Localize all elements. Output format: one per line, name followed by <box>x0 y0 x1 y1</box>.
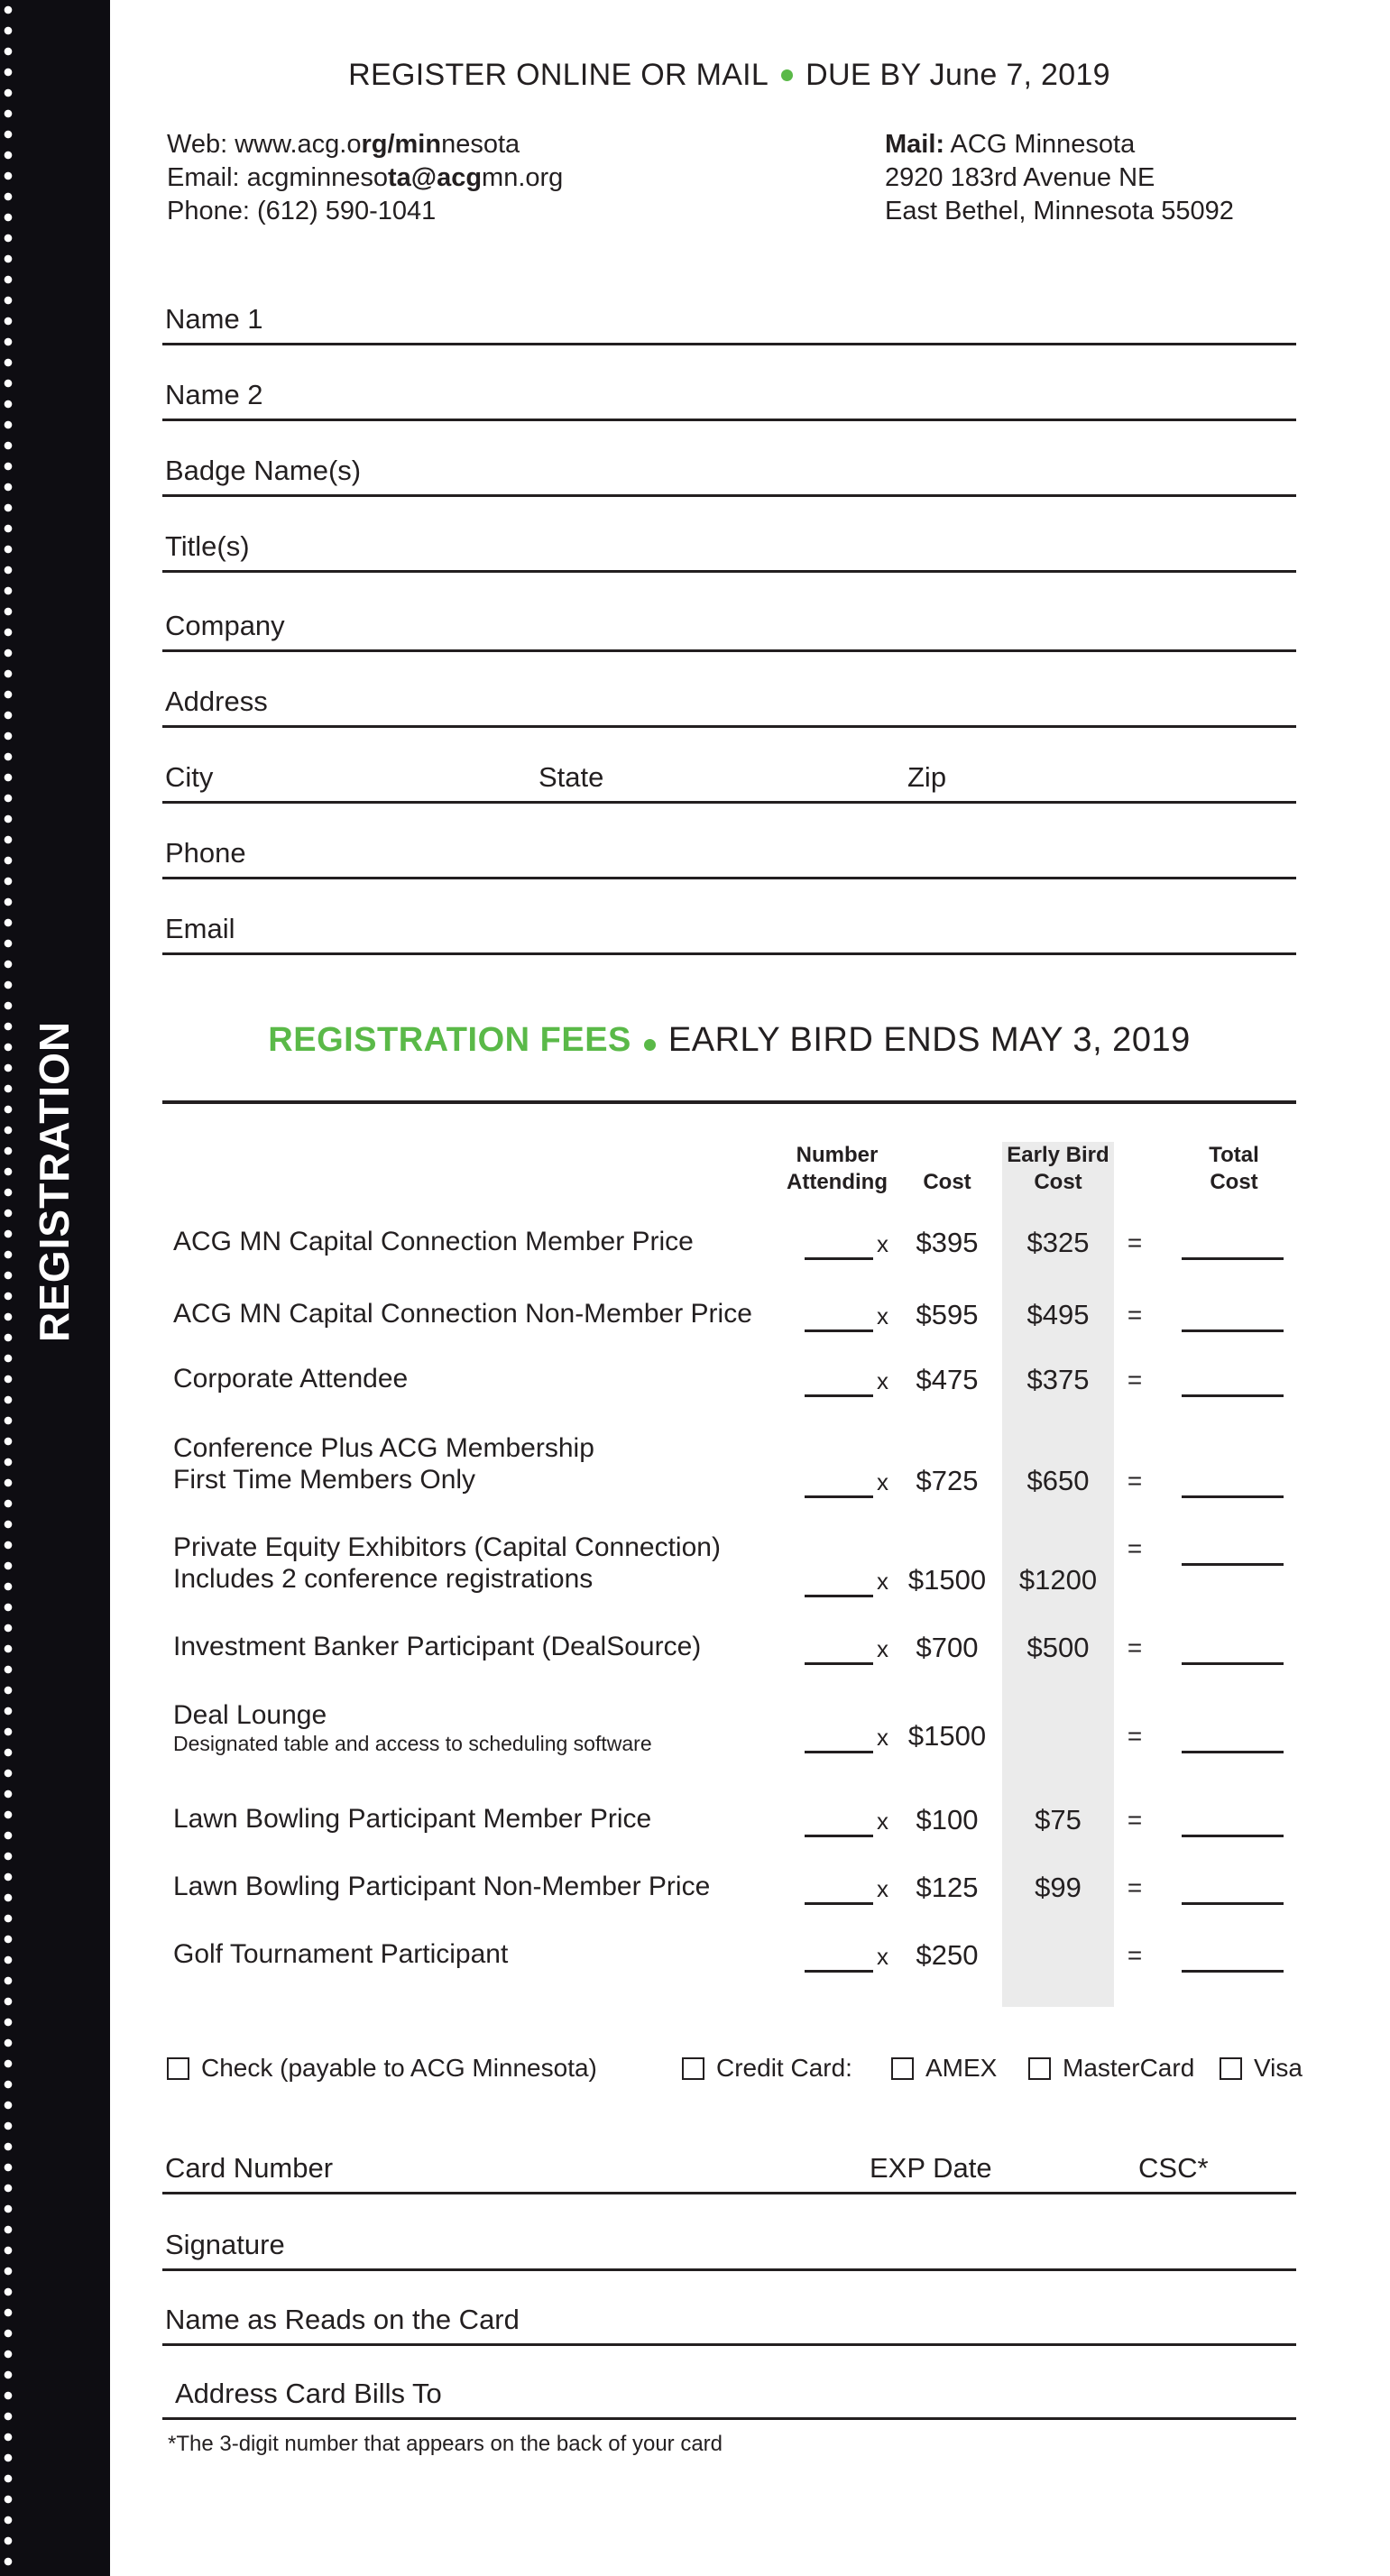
total-cost-field[interactable] <box>1182 1394 1284 1397</box>
early-bird-value: $325 <box>1026 1227 1090 1258</box>
attendance-count-field[interactable] <box>805 1329 873 1332</box>
contact-mail-address-2: East Bethel, Minnesota 55092 <box>885 197 1234 225</box>
attendance-count-field[interactable] <box>805 1835 873 1837</box>
field-label-zip: Zip <box>907 761 947 793</box>
fee-row-golf-tournament-participant-label: Golf Tournament Participant <box>173 1939 509 1969</box>
fee-row-lawn-bowling-participant-member-price-label: Lawn Bowling Participant Member Price <box>173 1804 652 1834</box>
early-bird-value: $1200 <box>1018 1564 1098 1596</box>
attendance-count-field[interactable] <box>805 1970 873 1973</box>
field-label: Company <box>165 610 285 641</box>
contact-mail-address-1: 2920 183rd Avenue NE <box>885 163 1155 192</box>
early-bird-value: $99 <box>1035 1872 1082 1903</box>
csc-footnote: *The 3-digit number that appears on the back of your card <box>168 2432 723 2456</box>
fee-row-acg-mn-capital-connection-non-member-price-label: ACG MN Capital Connection Non-Member Price <box>173 1299 752 1329</box>
mastercard-checkbox[interactable] <box>1028 2057 1051 2080</box>
field-label: Email <box>165 913 235 944</box>
check-checkbox[interactable] <box>167 2057 189 2080</box>
column-header-total-cost: Total Cost <box>1209 1143 1259 1194</box>
visa-checkbox[interactable] <box>1220 2057 1242 2080</box>
fee-row-conference-plus-acg-membership-sublabel: First Time Members Only <box>173 1465 476 1495</box>
attendance-count-field[interactable] <box>805 1394 873 1397</box>
attendance-count-field[interactable] <box>805 1902 873 1905</box>
attendance-count-field[interactable] <box>805 1751 873 1753</box>
equals-symbol: = <box>1127 1941 1143 1969</box>
column-header-early-bird: Early Bird Cost <box>1007 1143 1109 1194</box>
total-cost-field[interactable] <box>1182 1902 1284 1905</box>
title-register-online: REGISTER ONLINE OR MAIL <box>348 58 769 92</box>
payment-option-label: MasterCard <box>1063 2054 1195 2082</box>
field-address[interactable] <box>162 675 1296 728</box>
billing-address-label: Address Card Bills To <box>175 2378 442 2409</box>
cost-value: $595 <box>916 1299 979 1330</box>
total-cost-field[interactable] <box>1182 1751 1284 1753</box>
contact-block-online <box>167 128 563 228</box>
attendance-count-field[interactable] <box>805 1495 873 1498</box>
payment-option-label: Credit Card: <box>716 2054 852 2082</box>
equals-symbol: = <box>1127 1467 1143 1495</box>
multiply-symbol: x <box>877 1808 888 1835</box>
amex-checkbox[interactable] <box>891 2057 914 2080</box>
fees-section-heading <box>162 1021 1296 1060</box>
cost-value: $1500 <box>907 1720 987 1752</box>
field-label: Address <box>165 685 268 717</box>
equals-symbol: = <box>1127 1228 1143 1256</box>
equals-symbol: = <box>1127 1534 1143 1562</box>
fee-row-conference-plus-acg-membership-label: Conference Plus ACG Membership <box>173 1433 594 1463</box>
column-header-cost: Cost <box>923 1170 971 1194</box>
card-number-label: Card Number <box>165 2152 334 2184</box>
total-cost-field[interactable] <box>1182 1257 1284 1260</box>
early-bird-value: $500 <box>1026 1632 1090 1663</box>
payment-option-mastercard <box>1028 2049 1194 2087</box>
field-label-city: City <box>165 761 214 793</box>
fee-row-private-equity-exhibitors-capital-connection-label: Private Equity Exhibitors (Capital Connection) <box>173 1532 721 1562</box>
payment-option-label: Visa <box>1254 2054 1303 2082</box>
contact-email: Email: acgminnesota@acgmn.org <box>167 163 564 192</box>
field-email[interactable] <box>162 902 1296 955</box>
fee-row-acg-mn-capital-connection-member-price-label: ACG MN Capital Connection Member Price <box>173 1227 694 1256</box>
total-cost-field[interactable] <box>1182 1329 1284 1332</box>
total-cost-field[interactable] <box>1182 1662 1284 1665</box>
payment-option-visa <box>1220 2049 1303 2087</box>
total-cost-field[interactable] <box>1182 1835 1284 1837</box>
multiply-symbol: x <box>877 1943 888 1970</box>
multiply-symbol: x <box>877 1302 888 1329</box>
early-bird-value: $375 <box>1026 1364 1090 1395</box>
multiply-symbol: x <box>877 1230 888 1257</box>
credit-card-checkbox[interactable] <box>682 2057 704 2080</box>
cost-value: $395 <box>916 1227 979 1258</box>
total-cost-field[interactable] <box>1182 1563 1284 1566</box>
stitch-dots-decoration <box>3 0 14 2576</box>
side-tab <box>0 0 110 2576</box>
field-phone[interactable] <box>162 826 1296 879</box>
cost-value: $700 <box>916 1632 979 1663</box>
fees-heading-earlybird: EARLY BIRD ENDS MAY 3, 2019 <box>667 1021 1191 1059</box>
field-title-s[interactable] <box>162 520 1296 573</box>
side-tab-label: REGISTRATION <box>31 1020 78 1343</box>
fee-row-private-equity-exhibitors-capital-connection-sublabel: Includes 2 conference registrations <box>173 1564 594 1594</box>
equals-symbol: = <box>1127 1873 1143 1901</box>
total-cost-field[interactable] <box>1182 1970 1284 1973</box>
fee-row-corporate-attendee-label: Corporate Attendee <box>173 1364 409 1394</box>
fee-row-deal-lounge-label: Deal Lounge <box>173 1700 327 1730</box>
fees-heading-green: REGISTRATION FEES <box>268 1021 631 1059</box>
field-badge-name-s[interactable] <box>162 444 1296 497</box>
cost-value: $125 <box>916 1872 979 1903</box>
total-cost-field[interactable] <box>1182 1495 1284 1498</box>
early-bird-value: $75 <box>1035 1804 1082 1835</box>
signature-label: Signature <box>165 2229 285 2260</box>
cost-value: $725 <box>916 1465 979 1496</box>
payment-option-check-payable-to-acg-minnesota <box>167 2049 597 2087</box>
attendance-count-field[interactable] <box>805 1257 873 1260</box>
field-name-1[interactable] <box>162 292 1296 345</box>
early-bird-value: $495 <box>1026 1299 1090 1330</box>
multiply-symbol: x <box>877 1468 888 1495</box>
payment-option-credit-card <box>682 2049 852 2087</box>
cost-value: $1500 <box>907 1564 987 1596</box>
equals-symbol: = <box>1127 1722 1143 1750</box>
equals-symbol: = <box>1127 1366 1143 1394</box>
title-due-date: DUE BY June 7, 2019 <box>805 58 1110 92</box>
contact-block-mail <box>885 128 1234 228</box>
card-number-field[interactable] <box>162 2141 1296 2194</box>
multiply-symbol: x <box>877 1724 888 1751</box>
multiply-symbol: x <box>877 1635 888 1662</box>
equals-symbol: = <box>1127 1806 1143 1834</box>
fee-row-investment-banker-participant-dealsource-label: Investment Banker Participant (DealSource) <box>173 1632 702 1661</box>
field-label: Name 2 <box>165 379 263 410</box>
early-bird-value: $650 <box>1026 1465 1090 1496</box>
payment-option-label: Check (payable to ACG Minnesota) <box>201 2054 597 2082</box>
green-bullet-icon <box>644 1039 656 1051</box>
multiply-symbol: x <box>877 1568 888 1595</box>
csc-label: CSC* <box>1138 2152 1209 2184</box>
attendance-count-field[interactable] <box>805 1595 873 1597</box>
field-label: Badge Name(s) <box>165 455 362 486</box>
attendance-count-field[interactable] <box>805 1662 873 1665</box>
column-header-number-attending: Number Attending <box>787 1143 888 1194</box>
payment-option-amex <box>891 2049 997 2087</box>
field-name-2[interactable] <box>162 368 1296 421</box>
field-label-state: State <box>539 761 604 793</box>
fee-row-deal-lounge-sublabel: Designated table and access to scheduling software <box>173 1732 652 1755</box>
field-label: Title(s) <box>165 530 250 562</box>
cost-value: $100 <box>916 1804 979 1835</box>
field-company[interactable] <box>162 599 1296 652</box>
name-on-card-label: Name as Reads on the Card <box>165 2304 520 2335</box>
contact-web: Web: www.acg.org/minnesota <box>167 130 520 159</box>
multiply-symbol: x <box>877 1367 888 1394</box>
signature-field[interactable] <box>162 2218 1296 2271</box>
field-city[interactable] <box>162 750 1296 804</box>
equals-symbol: = <box>1127 1633 1143 1661</box>
cost-value: $475 <box>916 1364 979 1395</box>
multiply-symbol: x <box>877 1875 888 1902</box>
contact-mail-name: Mail: ACG Minnesota <box>885 130 1136 159</box>
cost-value: $250 <box>916 1939 979 1971</box>
equals-symbol: = <box>1127 1301 1143 1329</box>
contact-phone: Phone: (612) 590-1041 <box>167 197 437 225</box>
green-bullet-icon <box>781 69 793 81</box>
page-title <box>162 58 1296 93</box>
billing-address-field[interactable] <box>162 2367 1296 2420</box>
fees-divider-rule <box>162 1100 1296 1104</box>
name-on-card-field[interactable] <box>162 2293 1296 2346</box>
exp-date-label: EXP Date <box>870 2152 992 2184</box>
payment-option-label: AMEX <box>925 2054 998 2082</box>
field-label: Name 1 <box>165 303 263 335</box>
fee-row-lawn-bowling-participant-non-member-price-label: Lawn Bowling Participant Non-Member Price <box>173 1872 711 1901</box>
field-label: Phone <box>165 837 246 869</box>
